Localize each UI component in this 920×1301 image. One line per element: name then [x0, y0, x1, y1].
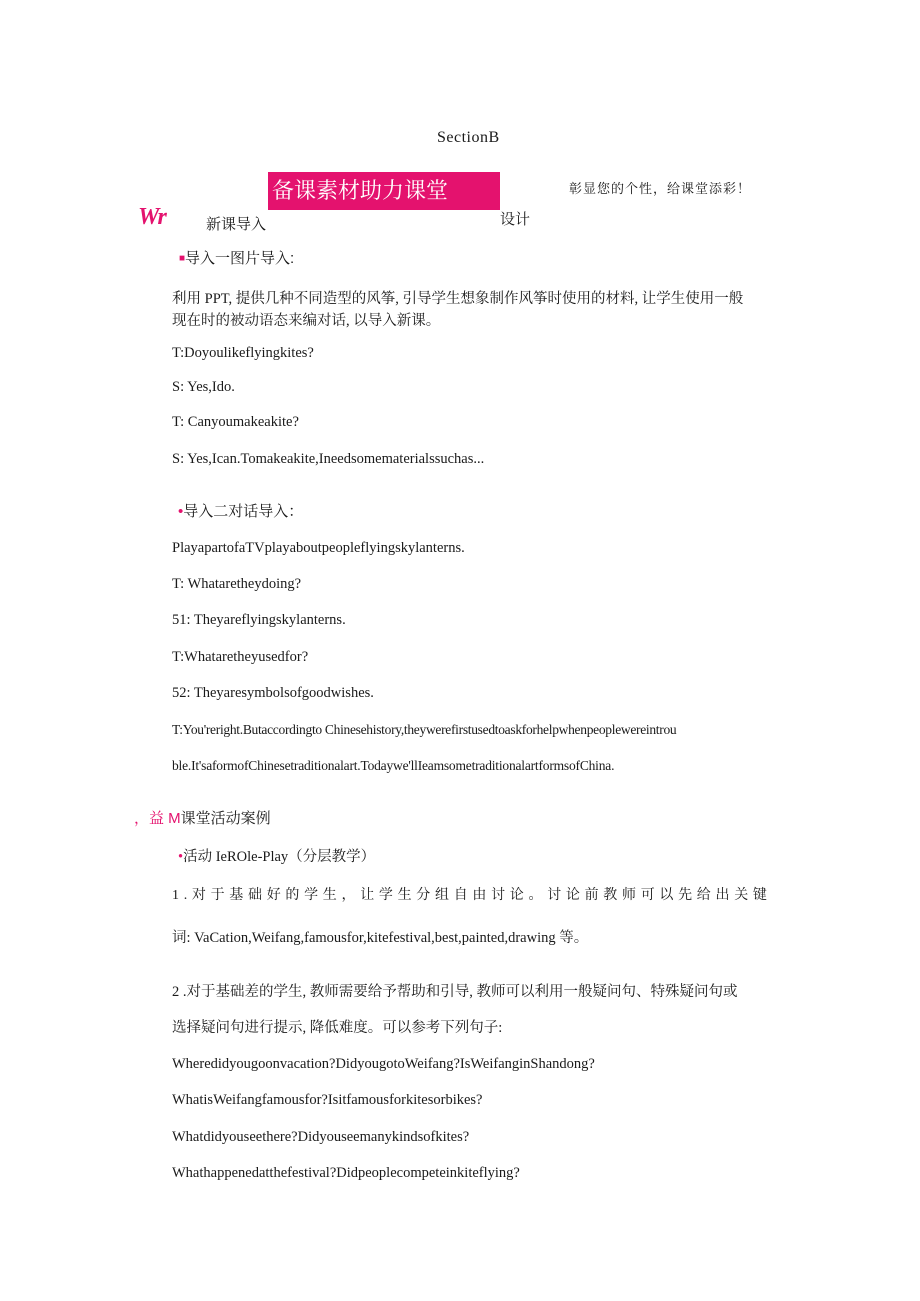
intro2-line: T:You'reright.Butaccordingto Chinesehistory,theywerefirstusedtoaskforhelpwhenpeoplewereintrou — [172, 722, 677, 737]
intro1-heading-row — [179, 247, 294, 268]
activity-item1-line1: 1 . 对 于 基 础 好 的 学 生 ， 让 学 生 分 组 自 由 讨 论 。 讨 论 前 教 师 可 以 先 给 出 关 键 — [172, 888, 768, 903]
activity-subheading-row — [178, 845, 375, 866]
square-bullet-icon: ■ — [179, 253, 186, 264]
intro1-dialog-line: S: Yes,Ido. — [172, 379, 235, 395]
intro2-line: T:Whataretheyusedfor? — [172, 649, 309, 665]
activity-heading-row — [134, 807, 271, 828]
dot-bullet-icon: • — [178, 849, 184, 865]
activity-mark: ，益 M — [134, 810, 181, 827]
banner: 备课素材助力课堂 — [268, 172, 500, 210]
intro2-line: 52: Theyaresymbolsofgoodwishes. — [172, 685, 374, 701]
intro1-dialog-line: S: Yes,Ican.Tomakeakite,Ineedsomematerialssuchas... — [172, 451, 485, 467]
intro1-dialog-line: T: Canyoumakeakite? — [172, 414, 299, 430]
design-label-left: 新课导入 — [206, 216, 267, 233]
question-line: Whatdidyouseethere?Didyouseemanykindsofkites? — [172, 1129, 470, 1145]
intro2-line: T: Whataretheydoing? — [172, 576, 302, 592]
intro2-line: PlayapartofaTVplayaboutpeopleflyingskylanterns. — [172, 540, 465, 556]
intro2-heading-row — [178, 500, 303, 521]
intro1-heading: 导入一图片导入: — [185, 250, 295, 267]
question-line: Wheredidyougoonvacation?DidyougotoWeifang?IsWeifanginShandong? — [172, 1056, 595, 1072]
activity-item2-line1: 2 .对于基础差的学生, 教师需要给予帮助和引导, 教师可以利用一般疑问句、特殊疑问句或 — [172, 984, 738, 1000]
activity-subheading: 活动 IeROle-Play（分层教学） — [183, 849, 376, 865]
design-label-right: 设计 — [500, 211, 531, 228]
intro1-dialog-line: T:Doyoulikeflyingkites? — [172, 345, 314, 361]
section-title: SectionB — [437, 129, 500, 146]
activity-heading: 课堂活动案例 — [180, 810, 271, 827]
intro2-line: 51: Theyareflyingskylanterns. — [172, 612, 346, 628]
intro2-heading: 导入二对话导入： — [183, 503, 304, 520]
intro1-para-line1: 利用 PPT, 提供几种不同造型的风筝, 引导学生想象制作风筝时使用的材料, 让学生使用一般 — [172, 291, 744, 307]
activity-item1-line2: 词: VaCation,Weifang,famousfor,kitefestival,best,painted,drawing 等。 — [172, 930, 589, 946]
tagline: 彰显您的个性，给课堂添彩！ — [569, 181, 752, 196]
intro1-para-line2: 现在时的被动语态来编对话, 以导入新课。 — [172, 313, 441, 329]
activity-item2-line2: 选择疑问句进行提示, 降低难度。可以参考下列句子: — [172, 1020, 503, 1036]
question-line: WhatisWeifangfamousfor?Isitfamousforkitesorbikes? — [172, 1092, 483, 1108]
dot-bullet-icon: • — [178, 503, 184, 520]
intro2-line: ble.It'saformofChinesetraditionalart.Todaywe'llIeamsometraditionalartformsofChina. — [172, 758, 615, 773]
question-line: Whathappenedatthefestival?Didpeoplecompeteinkiteflying? — [172, 1165, 520, 1181]
logo-mark: Wr — [138, 204, 167, 230]
